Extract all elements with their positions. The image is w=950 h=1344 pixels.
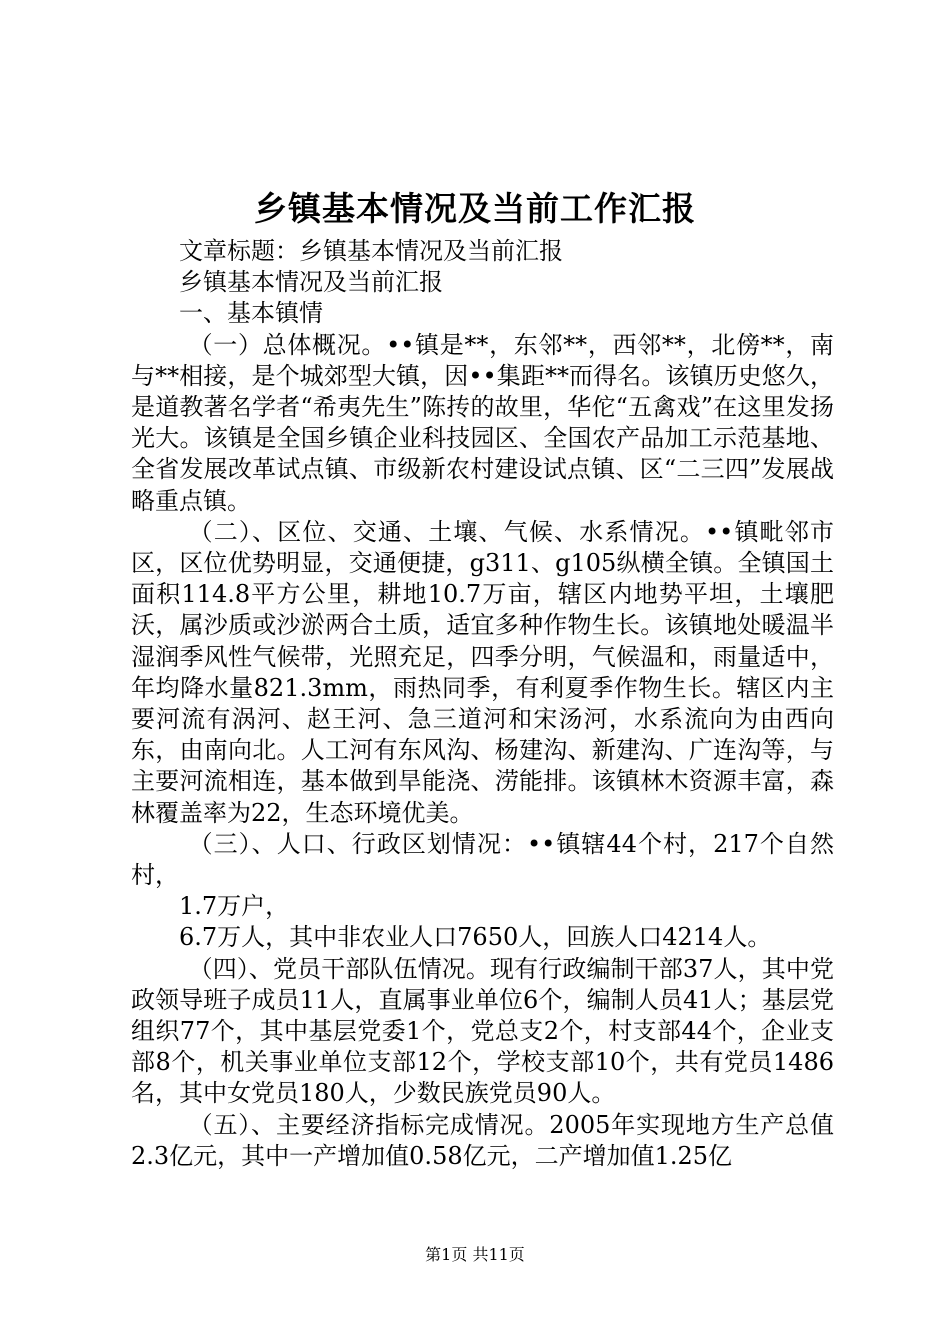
paragraph-households: 1.7万户， [179, 892, 290, 921]
paragraph-population: （三）、人口、行政区划情况：••镇辖44个村，217个自然村， [131, 829, 834, 890]
page-footer: 第1页 共11页 [425, 1245, 525, 1264]
document-body [131, 236, 834, 1172]
paragraph-article-title: 文章标题：乡镇基本情况及当前汇报 [179, 237, 563, 265]
document-title: 乡镇基本情况及当前工作汇报 [254, 189, 696, 228]
paragraph-people: 6.7万人，其中非农业人口7650人，回族人口4214人。 [179, 923, 772, 952]
section-heading: 一、基本镇情 [179, 299, 323, 328]
paragraph-subtitle: 乡镇基本情况及当前汇报 [179, 268, 443, 297]
paragraph-overview: （一）总体概况。••镇是**，东邻**，西邻**，北傍**，南与**相接，是个城郊型大镇，因••集距**而得名。该镇历史悠久，是道教著名学者“希夷先生”陈抟的故里，华佗“五禽戏”在这里发扬光大。该镇是全国乡镇企业科技园区、全国农产品加工示范基地、全省发展改革试点镇、市级新农村建设试点镇、区“二三四”发展战略重点镇。 [131, 330, 834, 515]
paragraph-cadres: （四）、党员干部队伍情况。现有行政编制干部37人，其中党政领导班子成员11人，直属事业单位6个，编制人员41人；基层党组织77个，其中基层党委1个，党总支2个，村支部44个，企业支部8个，机关事业单位支部12个，学校支部10个，共有党员1486名，其中女党员180人，少数民族党员90人。 [131, 954, 834, 1108]
paragraph-location: （二）、区位、交通、土壤、气候、水系情况。••镇毗邻市区，区位优势明显，交通便捷，g311、g105纵横全镇。全镇国土面积114.8平方公里，耕地10.7万亩，辖区内地势平坦，土壤肥沃，属沙质或沙淤两合土质，适宜多种作物生长。该镇地处暖温半湿润季风性气候带，光照充足，四季分明，气候温和，雨量适中，年均降水量821.3mm，雨热同季，有利夏季作物生长。辖区内主要河流有涡河、赵王河、急三道河和宋汤河，水系流向为由西向东，由南向北。人工河有东风沟、杨建沟、新建沟、广连沟等，与主要河流相连，基本做到旱能浇、涝能排。该镇林木资源丰富，森林覆盖率为22，生态环境优美。 [131, 517, 834, 827]
paragraph-economy: （五）、主要经济指标完成情况。2005年实现地方生产总值2.3亿元，其中一产增加值0.58亿元，二产增加值1.25亿 [131, 1110, 834, 1170]
